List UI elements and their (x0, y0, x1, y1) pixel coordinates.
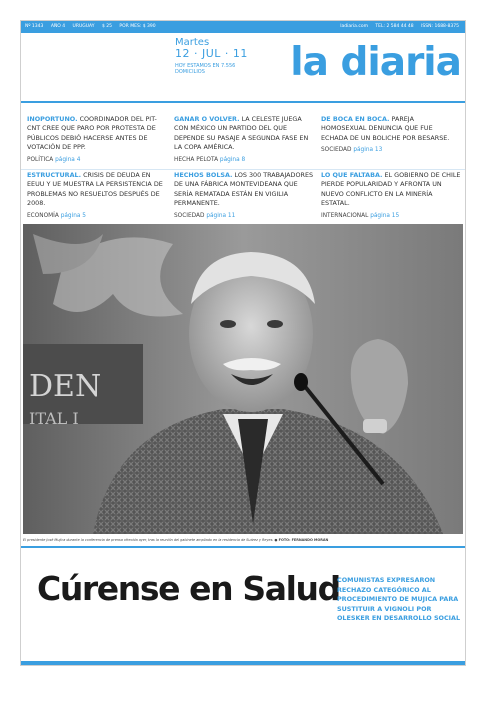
photo-illustration (23, 224, 463, 534)
photo-caption (23, 538, 463, 543)
news-text: LA CELESTE JUEGA CON MÉXICO UN PARTIDO DEL QUE DEPENDE SU PASAJE A SEGUNDA FASE EN LA COPA AMÉRICA. (174, 115, 309, 152)
newspaper-front-page (20, 20, 466, 666)
photo-credit: ● FOTO: FERNANDO MORÁN (274, 538, 329, 542)
website: ladiaria.com (340, 24, 368, 29)
eye (267, 320, 283, 328)
news-section (27, 156, 167, 165)
microphone-head (294, 373, 308, 391)
news-section (27, 212, 167, 221)
price: $ 25 (101, 24, 112, 29)
page-ref: página 15 (370, 212, 400, 219)
caption-text: El presidente José Mujica durante la conferencia de prensa ofrecida ayer, tras la reunión del gabinete ampliado en la residencia de Suárez y Reyes. (23, 538, 274, 542)
issue-date: 12 · JUL · 11 (175, 47, 248, 60)
country: URUGUAY (72, 24, 95, 29)
news-item[interactable] (321, 115, 461, 155)
date-block (175, 37, 265, 75)
year: AÑO 4 (50, 24, 66, 29)
news-section (321, 212, 461, 221)
news-kicker: HECHOS BOLSA. (174, 171, 233, 179)
news-text: COORDINADOR DEL PIT-CNT CREE QUE PARO POR PROTESTA DE PÚBLICOS DEBIÓ HACERSE ANTES DE VOTACIÓN DE PPP. (27, 115, 157, 152)
masthead-logo: la diaria (290, 40, 461, 85)
page-ref: página 4 (55, 156, 81, 163)
news-item[interactable] (27, 171, 167, 221)
headline-divider (21, 546, 465, 548)
issn: ISSN: 1688-8375 (421, 24, 459, 29)
topbar-right (334, 21, 459, 33)
news-section (174, 212, 314, 221)
news-kicker: DE BOCA EN BOCA. (321, 115, 390, 123)
news-section (174, 156, 314, 165)
issue-number: Nº 1343 (25, 24, 44, 29)
page-ref: página 8 (219, 156, 246, 163)
phone: TEL: 2 584 44 48 (375, 24, 414, 29)
news-kicker: ESTRUCTURAL. (27, 171, 82, 179)
masthead-divider (21, 101, 465, 103)
news-item[interactable] (174, 115, 314, 165)
main-headline[interactable]: Cúrense en Salud (37, 569, 340, 608)
news-kicker: INOPORTUNO. (27, 115, 78, 123)
section-name: SOCIEDAD (321, 147, 352, 154)
circulation-counter: HOY ESTAMOS EN 7.556 DOMICILIOS (175, 63, 236, 75)
news-section (321, 146, 461, 155)
topbar-left (25, 21, 162, 33)
page-ref: página 5 (60, 212, 86, 219)
eye (220, 320, 236, 328)
wristwatch (363, 419, 387, 433)
section-name: INTERNACIONAL (321, 212, 369, 219)
subscription: POR MES: $ 390 (119, 24, 156, 29)
main-photo[interactable] (23, 224, 463, 534)
section-name: POLÍTICA (27, 156, 54, 163)
news-item[interactable] (321, 171, 461, 221)
wall-text: DEN (29, 369, 102, 404)
news-text: CRISIS DE DEUDA EN EEUU Y UE MUESTRA LA PERSISTENCIA DE PROBLEMAS NO RESUELTOS DESPUÉS DE 2008. (27, 171, 163, 208)
section-name: ECONOMÍA (27, 212, 59, 219)
news-item[interactable] (27, 115, 167, 165)
section-name: SOCIEDAD (174, 212, 205, 219)
bottom-border (21, 661, 465, 665)
news-text: LOS 300 TRABAJADORES DE UNA FÁBRICA MONTEVIDEANA QUE SERÍA REMATADA ESTÁN EN VIGILIA PERMANENTE. (174, 171, 314, 208)
news-text: EL GOBIERNO DE CHILE PIERDE POPULARIDAD Y AFRONTA UN NUEVO CONFLICTO EN LA MINERÍA ESTATAL. (321, 171, 461, 208)
news-kicker: LO QUE FALTABA. (321, 171, 383, 179)
headline-subtitle: COMUNISTAS EXPRESARON RECHAZO CATEGÓRICO AL PROCEDIMIENTO DE MUJICA PARA SUSTITUIR A VIGNOLI POR OLESKER EN DESARROLLO SOCIAL (337, 576, 461, 623)
wall-text: ITAL I (29, 409, 79, 428)
row-divider (21, 169, 465, 170)
page-ref: página 13 (353, 147, 383, 154)
news-text: PAREJA HOMOSEXUAL DENUNCIA QUE FUE ECHADA DE UN BOLICHE POR BESARSE. (321, 115, 450, 142)
top-info-bar (21, 21, 465, 33)
page-ref: página 11 (206, 212, 236, 219)
section-name: HECHA PELOTA (174, 156, 219, 163)
news-item[interactable] (174, 171, 314, 221)
weekday: Martes (175, 37, 210, 48)
news-kicker: GANAR O VOLVER. (174, 115, 240, 123)
